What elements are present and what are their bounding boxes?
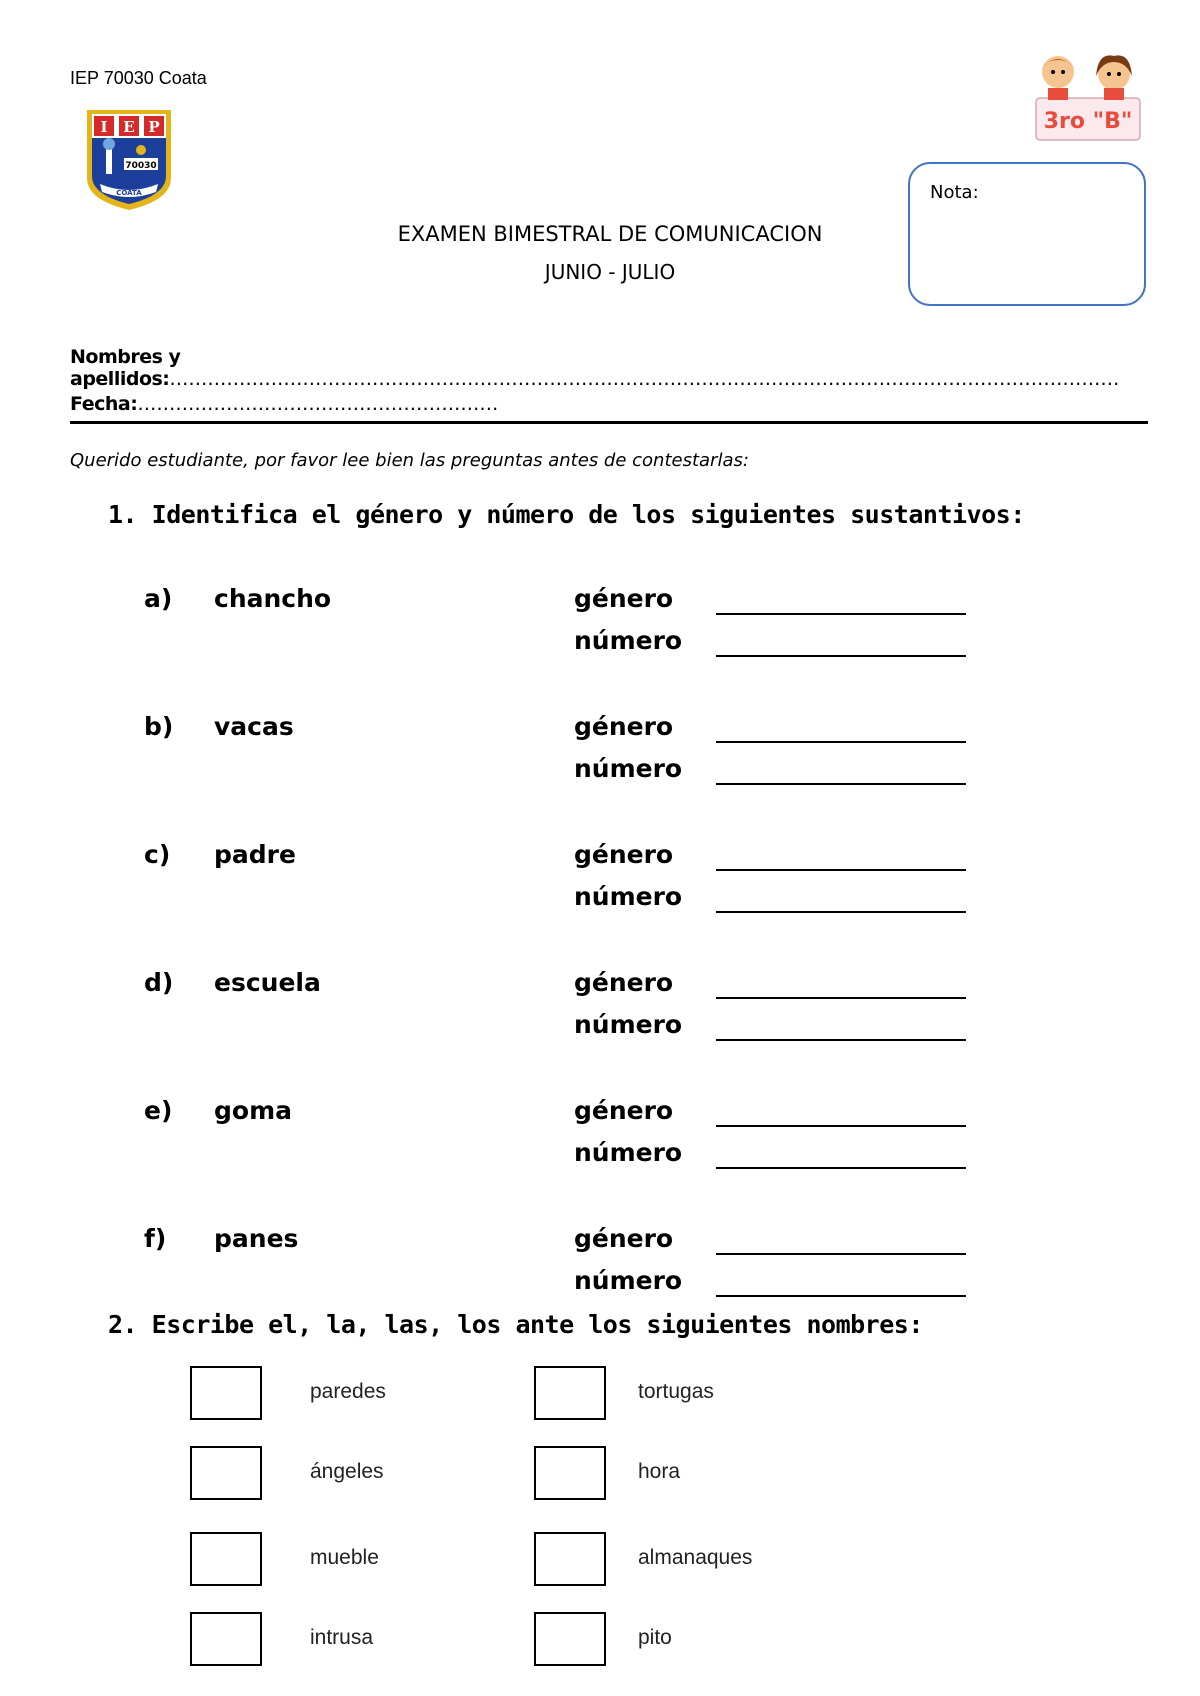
gender-label: género (574, 840, 674, 869)
article-answer-box[interactable] (534, 1532, 606, 1586)
gender-answer-line[interactable] (716, 997, 966, 999)
item-noun: goma (214, 1096, 292, 1125)
number-label: número (574, 1266, 683, 1295)
logo-letter-e: E (123, 118, 135, 136)
number-answer-line[interactable] (716, 911, 966, 913)
noun-word: almanaques (638, 1546, 753, 1569)
number-answer-line[interactable] (716, 783, 966, 785)
question-1-text: Identifica el género y número de los siguientes sustantivos: (151, 500, 1025, 529)
item-letter: e) (144, 1096, 173, 1125)
number-answer-line[interactable] (716, 1295, 966, 1297)
item-noun: panes (214, 1224, 299, 1253)
item-letter: c) (144, 840, 171, 869)
question-1-number: 1. (108, 500, 138, 529)
gender-label: género (574, 584, 674, 613)
article-answer-box[interactable] (190, 1366, 262, 1420)
number-label: número (574, 882, 683, 911)
noun-word: paredes (310, 1380, 386, 1403)
article-answer-box[interactable] (534, 1612, 606, 1666)
gender-label: género (574, 968, 674, 997)
gender-label: género (574, 1224, 674, 1253)
item-letter: b) (144, 712, 174, 741)
name-dots: …………………………………………………………………………………………………………………………………… (169, 368, 1120, 390)
article-answer-box[interactable] (190, 1532, 262, 1586)
number-answer-line[interactable] (716, 1039, 966, 1041)
gender-answer-line[interactable] (716, 613, 966, 615)
item-noun: padre (214, 840, 296, 869)
exam-title: EXAMEN BIMESTRAL DE COMUNICACION (397, 222, 823, 246)
name-label: Nombres y apellidos: (70, 346, 181, 390)
gender-answer-line[interactable] (716, 741, 966, 743)
logo-number: 70030 (125, 161, 157, 171)
article-answer-box[interactable] (534, 1366, 606, 1420)
grade-box[interactable] (908, 162, 1146, 306)
item-letter: a) (144, 584, 173, 613)
article-answer-box[interactable] (534, 1446, 606, 1500)
article-answer-box[interactable] (190, 1612, 262, 1666)
gender-answer-line[interactable] (716, 1253, 966, 1255)
date-field[interactable] (70, 393, 498, 415)
item-noun: escuela (214, 968, 321, 997)
item-noun: vacas (214, 712, 294, 741)
noun-word: intrusa (310, 1626, 374, 1649)
name-field[interactable] (70, 346, 1200, 390)
question-2-number: 2. (108, 1310, 138, 1339)
instructions: Querido estudiante, por favor lee bien las preguntas antes de contestarlas: (70, 450, 749, 471)
noun-word: mueble (310, 1546, 379, 1569)
date-dots: ………………………………………………… (137, 393, 499, 415)
date-label: Fecha: (70, 393, 138, 415)
item-letter: d) (144, 968, 174, 997)
question-2-title (108, 1310, 923, 1339)
noun-word: ángeles (310, 1460, 384, 1483)
noun-word: hora (638, 1460, 681, 1483)
gender-answer-line[interactable] (716, 869, 966, 871)
logo-letter-p: P (148, 118, 160, 136)
question-1-title (108, 500, 1025, 529)
number-label: número (574, 754, 683, 783)
number-label: número (574, 1138, 683, 1167)
gender-label: género (574, 712, 674, 741)
school-logo (84, 108, 174, 212)
logo-letter-i: I (100, 118, 108, 136)
question-2-text: Escribe el, la, las, los ante los siguientes nombres: (151, 1310, 923, 1339)
number-label: número (574, 1010, 683, 1039)
noun-word: pito (638, 1626, 672, 1649)
number-answer-line[interactable] (716, 1167, 966, 1169)
gender-label: género (574, 1096, 674, 1125)
header-divider (70, 421, 1148, 424)
number-label: número (574, 626, 683, 655)
logo-coata: COATA (116, 189, 142, 197)
class-badge-illustration (1028, 50, 1146, 150)
article-answer-box[interactable] (190, 1446, 262, 1500)
class-badge-label: 3ro "B" (1043, 109, 1133, 134)
exam-period: JUNIO - JULIO (544, 260, 676, 284)
school-name: IEP 70030 Coata (70, 68, 207, 88)
gender-answer-line[interactable] (716, 1125, 966, 1127)
noun-word: tortugas (638, 1380, 714, 1403)
item-letter: f) (144, 1224, 167, 1253)
grade-label: Nota: (930, 182, 979, 203)
number-answer-line[interactable] (716, 655, 966, 657)
item-noun: chancho (214, 584, 332, 613)
